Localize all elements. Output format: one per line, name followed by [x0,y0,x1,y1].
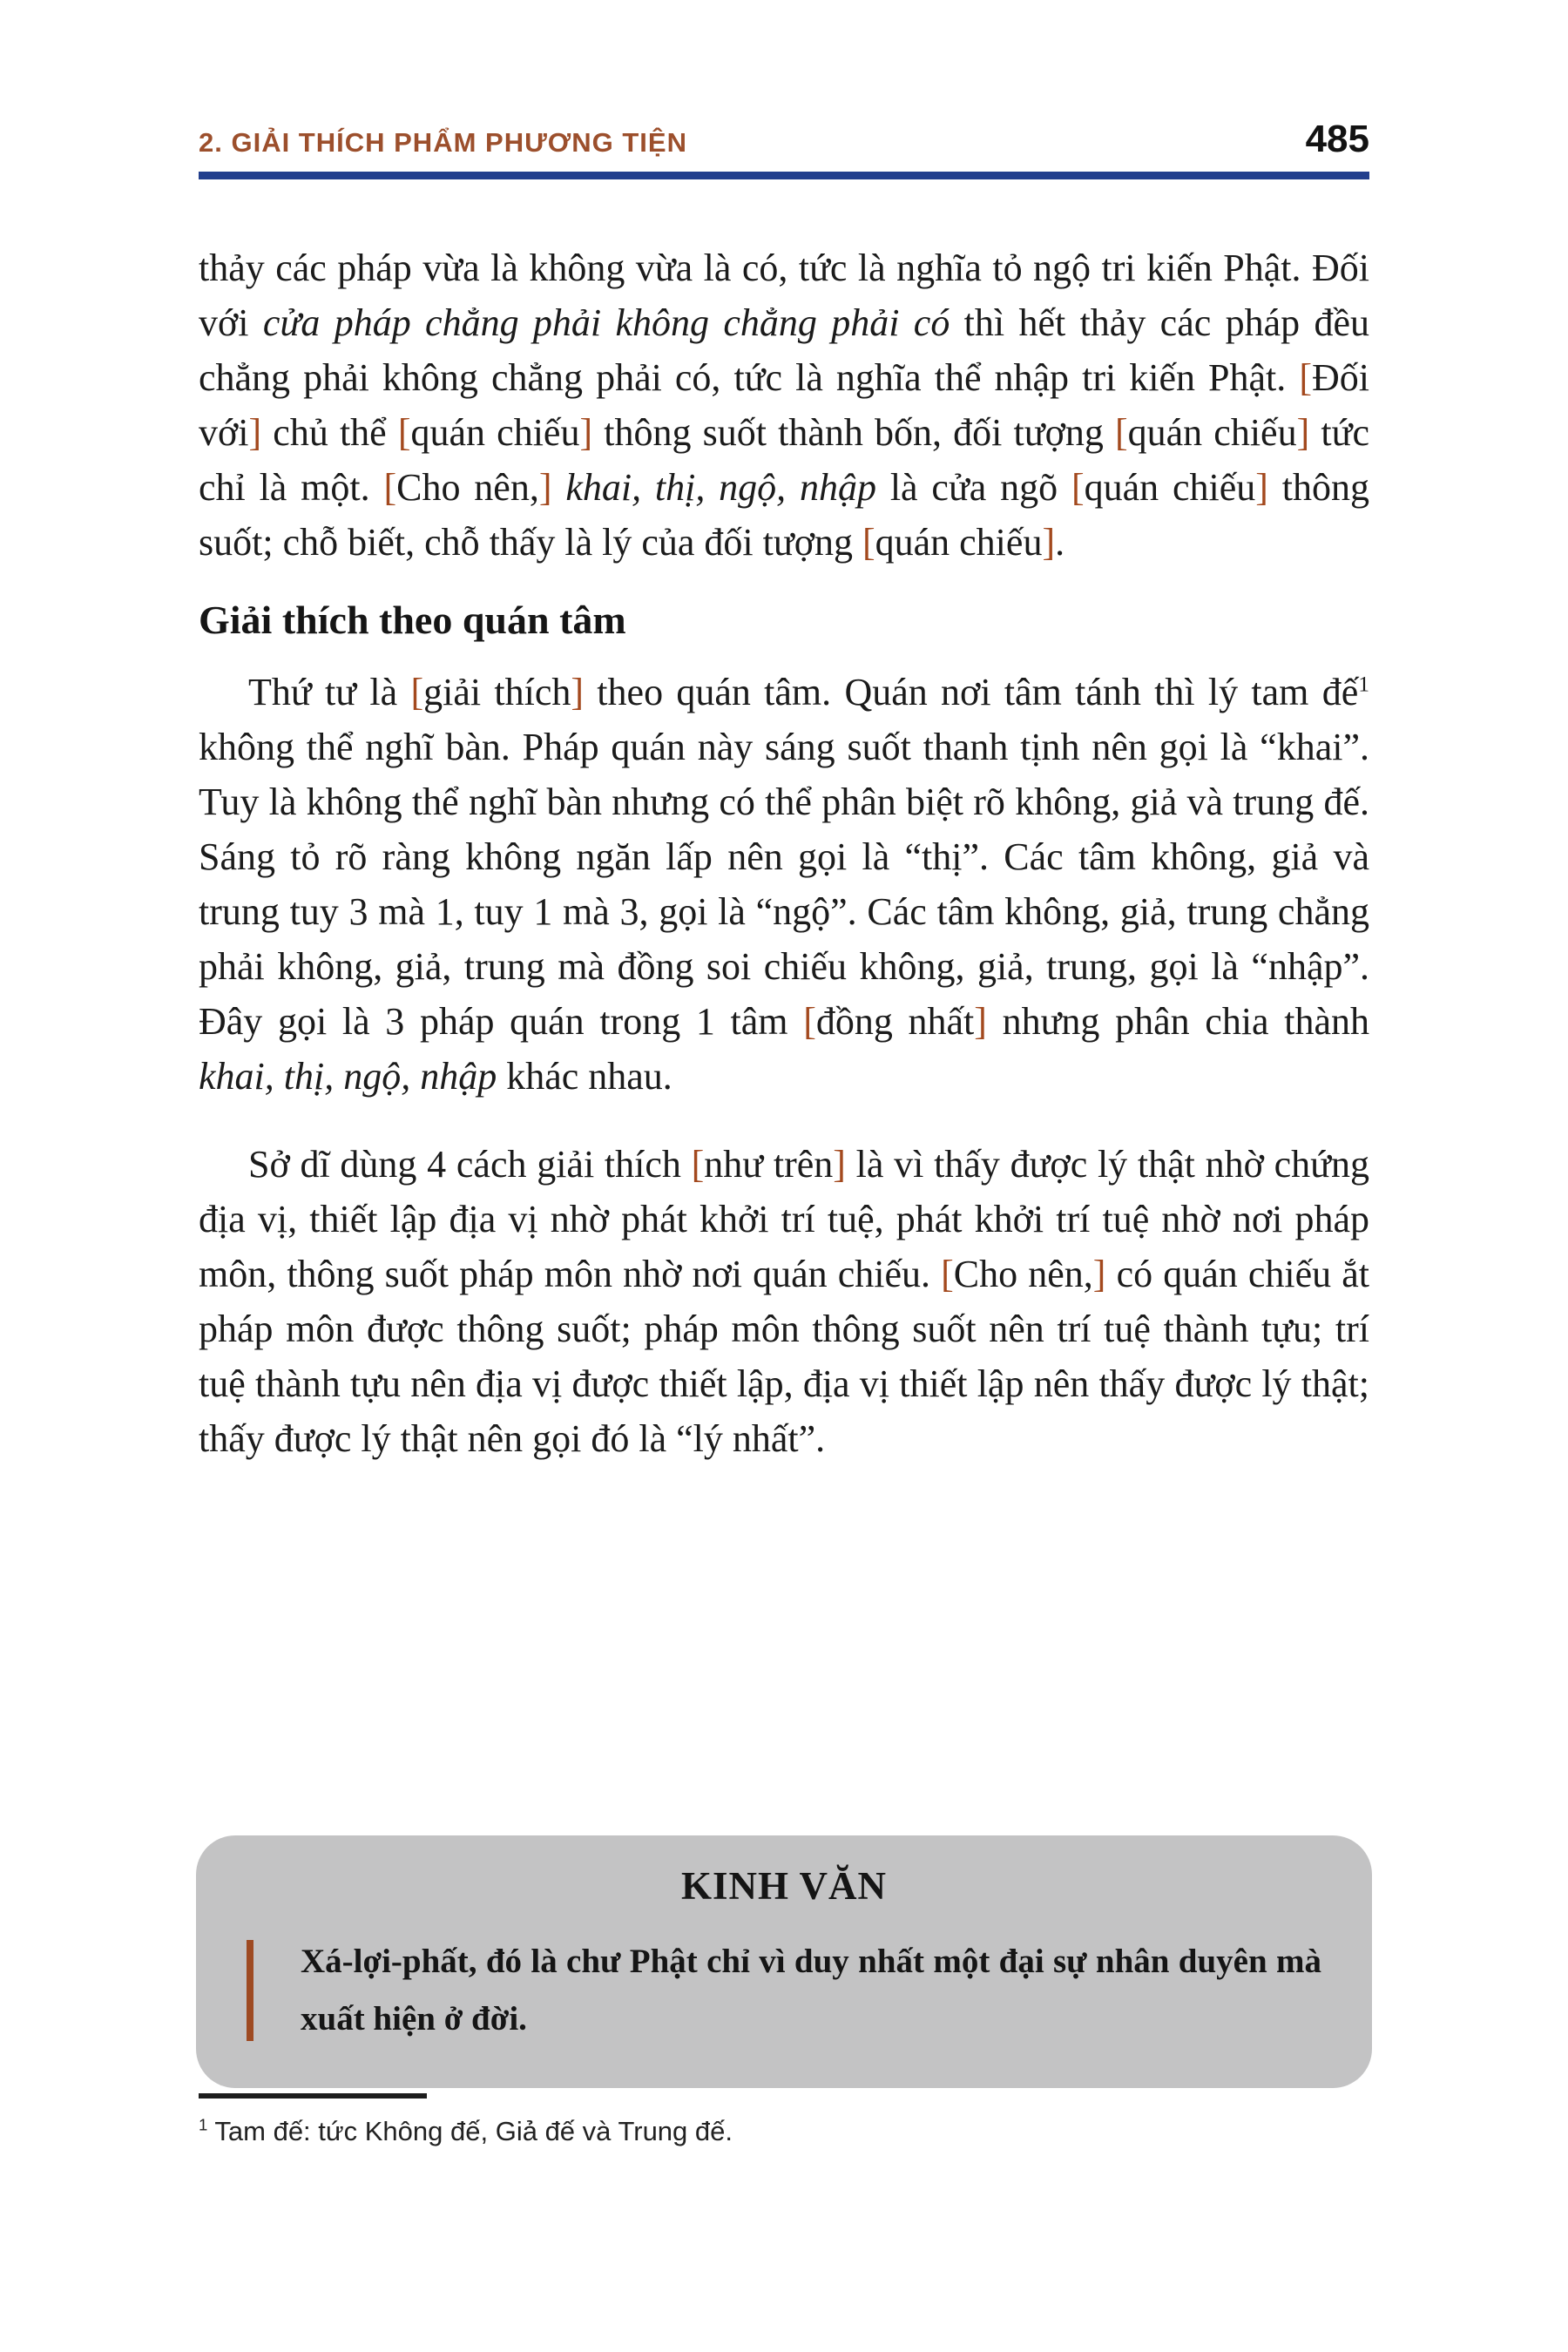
footnote [199,2093,1369,2150]
running-head: 2. GIẢI THÍCH PHẨM PHƯƠNG TIỆN [199,127,687,158]
kinh-van-box [196,1835,1372,2088]
kinh-van-quote-row [247,1933,1321,2048]
kinh-van-quote: Xá-lợi-phất, đó là chư Phật chỉ vì duy nhất một đại sự nhân duyên mà xuất hiện ở đời. [301,1943,1321,2038]
editorial-bracket: ] [248,411,262,454]
paragraph: Thứ tư là [giải thích] theo quán tâm. Quán nơi tâm tánh thì lý tam đế$^1$ không thể nghĩ bàn. Pháp quán này sáng suốt thanh tịnh nên gọi là “khai”. Tuy là không thể nghĩ bàn nhưng có thể phân biệt rõ không, giả và trung đế. Sáng tỏ rõ ràng không ngăn lấp nên gọi là “thị”. Các tâm không, giả và trung tuy 3 mà 1, tuy 1 mà 3, gọi là “ngộ”. Các tâm không, giả, trung chẳng phải không, giả, trung mà đồng soi chiếu không, giả, trung, gọi là “nhập”. Đây gọi là 3 pháp quán trong 1 tâm [đồng nhất] nhưng phân chia thành khai, thị, ngộ, nhập khác nhau. [199,671,1369,1098]
section-heading: Giải thích theo quán tâm [199,598,626,642]
editorial-bracket: [ [1071,466,1085,509]
paragraph: Sở dĩ dùng 4 cách giải thích [như trên] là vì thấy được lý thật nhờ chứng địa vị, thiết lập địa vị nhờ phát khởi trí tuệ, phát khởi trí tuệ nhờ nơi pháp môn, thông suốt pháp môn nhờ nơi quán chiếu. [Cho nên,] có quán chiếu ắt pháp môn được thông suốt; pháp môn thông suốt nên trí tuệ thành tựu; trí tuệ thành tựu nên địa vị được thiết lập, địa vị thiết lập nên thấy được lý thật; thấy được lý thật nên gọi đó là “lý nhất”. [199,1143,1369,1461]
editorial-bracket: [ [862,521,875,564]
paragraph: thảy các pháp vừa là không vừa là có, tức là nghĩa tỏ ngộ tri kiến Phật. Đối với cửa pháp chẳng phải không chẳng phải có thì hết thảy các pháp đều chẳng phải không chẳng phải có, tức là nghĩa thể nhập tri kiến Phật. [Đối với] chủ thể [quán chiếu] thông suốt thành bốn, đối tượng [quán chiếu] tức chỉ là một. [Cho nên,] khai, thị, ngộ, nhập là cửa ngõ [quán chiếu] thông suốt; chỗ biết, chỗ thấy là lý của đối tượng [quán chiếu]. [199,247,1370,564]
page-number: 485 [1305,118,1369,160]
footnote-text [199,2112,1369,2150]
body-text [199,240,1369,1466]
editorial-bracket: [ [803,1000,816,1044]
footnote-body: Tam đế: tức Không đế, Giả đế và Trung đế. [207,2116,733,2146]
editorial-bracket: ] [1296,411,1310,454]
editorial-bracket: ] [538,466,552,509]
editorial-bracket: ] [1092,1253,1106,1296]
footnote-marker: 1 [199,2115,208,2134]
editorial-bracket: [ [691,1143,705,1186]
footnote-rule [199,2093,427,2099]
footnote-ref: 1 [1358,671,1369,697]
editorial-bracket: [ [397,411,411,454]
editorial-bracket: [ [383,466,397,509]
editorial-bracket: ] [579,411,593,454]
editorial-bracket: [ [1299,356,1312,399]
editorial-bracket: ] [833,1143,846,1186]
editorial-bracket: ] [1042,521,1056,564]
editorial-bracket: ] [1255,466,1268,509]
editorial-bracket: [ [1114,411,1128,454]
editorial-bracket: ] [571,671,585,714]
header-rule [199,172,1369,179]
editorial-bracket: [ [410,671,424,714]
editorial-bracket: [ [941,1253,954,1296]
quote-bar [247,1940,253,2041]
kinh-van-title: KINH VĂN [681,1864,887,1908]
editorial-bracket: ] [974,1000,987,1044]
page-header [199,118,1369,179]
